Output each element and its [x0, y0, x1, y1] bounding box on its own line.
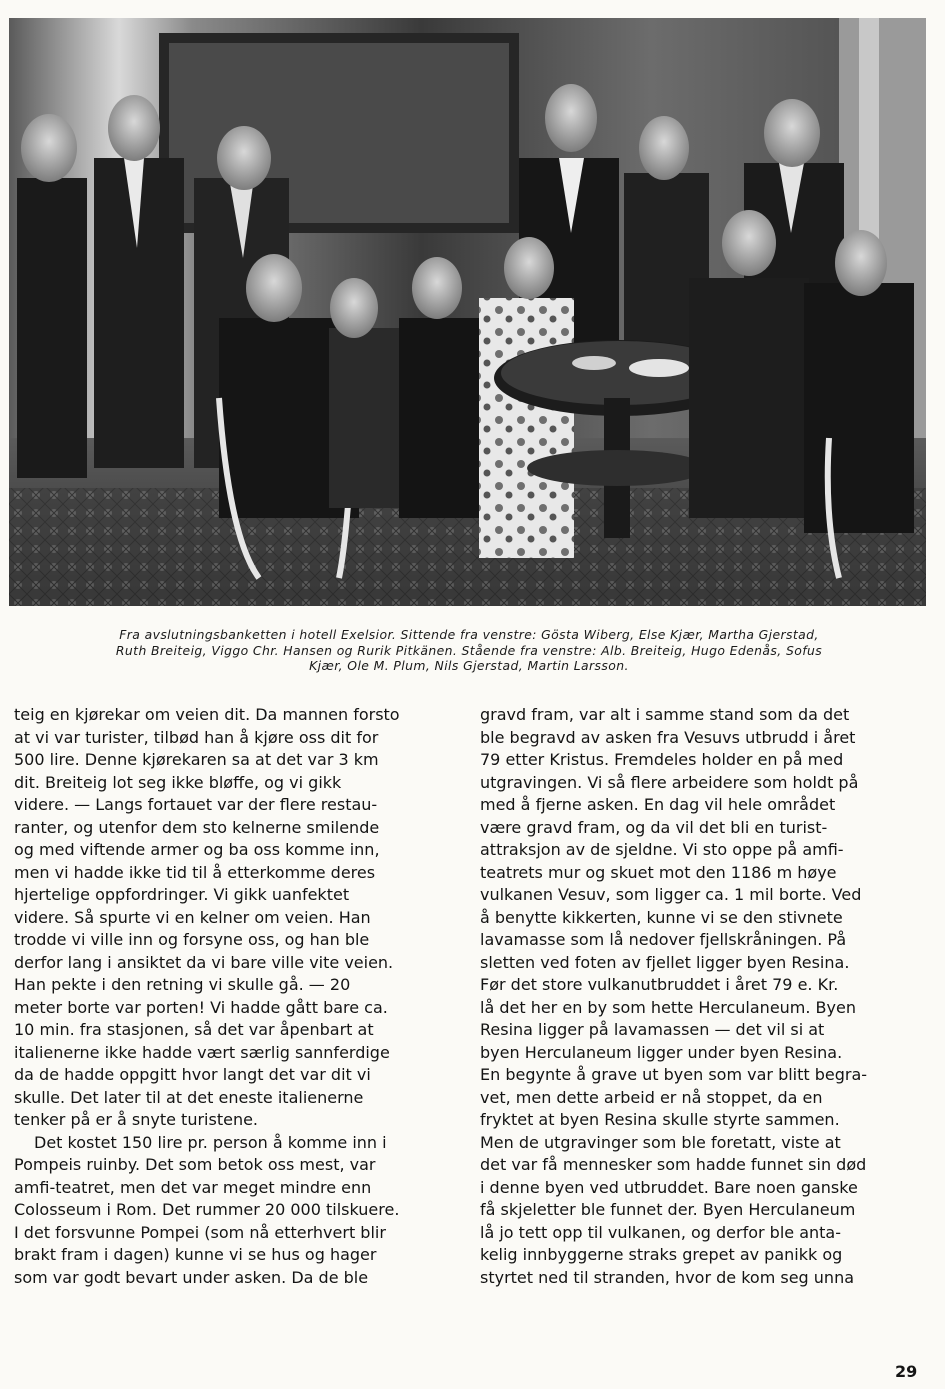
text-line: lavamasse som lå nedover fjellskråningen. På	[480, 930, 847, 949]
text-line: Resina ligger på lavamassen — det vil si at	[480, 1020, 825, 1039]
text-line: men vi hadde ikke tid til å etterkomme deres	[14, 862, 376, 882]
text-line: Pompeis ruinby. Det som betok oss mest, var	[14, 1155, 376, 1174]
text-line: videre. — Langs fortauet var der flere restau-	[14, 795, 378, 814]
text-line: Før det store vulkanutbruddet i året 79 e. Kr.	[480, 975, 839, 994]
text-line: utgravingen. Vi så flere arbeidere som holdt på	[480, 772, 859, 792]
text-line: teatrets mur og skuet mot den 1186 m høye	[480, 862, 837, 882]
text-line: styrtet ned til stranden, hvor de kom seg unna	[480, 1267, 855, 1287]
right-column	[480, 704, 919, 1289]
text-line: Han pekte i den retning vi skulle gå. — 20	[14, 975, 351, 994]
text-line: En begynte å grave ut byen som var blitt begra-	[480, 1065, 868, 1084]
text-line: teig en kjørekar om veien dit. Da mannen forsto	[14, 705, 400, 724]
caption-line: Ruth Breiteig, Viggo Chr. Hansen og Rurik Pitkänen. Stående fra venstre: Alb. Breiteig, Hugo Edenås, Sofus	[115, 642, 823, 658]
text-line: som var godt bevart under asken. Da de ble	[14, 1267, 369, 1287]
text-line: Det kostet 150 lire pr. person å komme inn i	[34, 1132, 387, 1152]
text-line: være gravd fram, og da vil det bli en turist-	[480, 817, 828, 837]
text-line: da de hadde oppgitt hvor langt det var dit vi	[14, 1065, 371, 1084]
text-line: derfor lang i ansiktet da vi bare ville vite veien.	[14, 952, 394, 972]
text-line: få skjeletter ble funnet der. Byen Herculaneum	[480, 1200, 856, 1219]
text-line: vulkanen Vesuv, som ligger ca. 1 mil borte. Ved	[480, 885, 862, 904]
text-line: i denne byen ved utbruddet. Bare noen ganske	[480, 1177, 858, 1197]
left-column	[14, 704, 458, 1289]
text-line: meter borte var porten! Vi hadde gått bare ca.	[14, 997, 388, 1017]
text-line: tenker på er å snyte turistene.	[14, 1110, 259, 1129]
text-line: brakt fram i dagen) kunne vi se hus og hager	[14, 1245, 377, 1264]
text-line: attraksjon av de sjeldne. Vi sto oppe på amfi-	[480, 840, 844, 859]
text-line: å benytte kikkerten, kunne vi se den stivnete	[480, 907, 843, 927]
text-line: med å fjerne asken. En dag vil hele området	[480, 795, 836, 814]
text-line: skulle. Det later til at det eneste italienerne	[14, 1087, 364, 1107]
text-line: vet, men dette arbeid er nå stoppet, da en	[480, 1087, 823, 1107]
text-line: italienerne ikke hadde vært særlig sannferdige	[14, 1042, 390, 1062]
text-line: 10 min. fra stasjonen, så det var åpenbart at	[14, 1020, 374, 1039]
text-line: videre. Så spurte vi en kelner om veien. Han	[14, 907, 371, 927]
text-line: I det forsvunne Pompei (som nå etterhvert blir	[14, 1222, 386, 1242]
text-line: det var få mennesker som hadde funnet sin død	[480, 1155, 867, 1174]
photo-caption	[14, 627, 924, 674]
text-line: lå det her en by som hette Herculaneum. Byen	[480, 997, 856, 1017]
text-line: 79 etter Kristus. Fremdeles holder en på med	[480, 750, 844, 769]
caption-line: Fra avslutningsbanketten i hotell Exelsior. Sittende fra venstre: Gösta Wiberg, Else Kjær, Martha Gjerstad,	[119, 627, 819, 642]
text-line: amfi-teatret, men det var meget mindre enn	[14, 1177, 372, 1197]
text-line: Colosseum i Rom. Det rummer 20 000 tilskuere.	[14, 1200, 400, 1219]
text-line: kelig innbyggerne straks grepet av panikk og	[480, 1245, 843, 1264]
text-line: sletten ved foten av fjellet ligger byen Resina.	[480, 952, 850, 972]
text-line: byen Herculaneum ligger under byen Resina.	[480, 1042, 843, 1062]
text-line: at vi var turister, tilbød han å kjøre oss dit for	[14, 727, 379, 747]
page-number: 29	[895, 1362, 918, 1381]
text-line: ranter, og utenfor dem sto kelnerne smilende	[14, 817, 380, 837]
text-line: fryktet at byen Resina skulle styrte sammen.	[480, 1110, 840, 1129]
text-line: ble begravd av asken fra Vesuvs utbrudd i året	[480, 727, 856, 747]
text-line: gravd fram, var alt i samme stand som da det	[480, 705, 850, 724]
caption-line: Kjær, Ole M. Plum, Nils Gjerstad, Martin Larsson.	[309, 658, 629, 673]
text-line: Men de utgravinger som ble foretatt, viste at	[480, 1132, 841, 1152]
group-photo	[9, 18, 926, 606]
text-line: 500 lire. Denne kjørekaren sa at det var 3 km	[14, 750, 379, 769]
text-line: og med viftende armer og ba oss komme inn,	[14, 840, 380, 859]
text-line: dit. Breiteig lot seg ikke bløffe, og vi gikk	[14, 772, 342, 792]
group-photo-icon	[9, 18, 926, 606]
text-line: lå jo tett opp til vulkanen, og derfor ble anta-	[480, 1222, 842, 1242]
text-line: trodde vi ville inn og forsyne oss, og han ble	[14, 930, 370, 949]
text-line: hjertelige oppfordringer. Vi gikk uanfektet	[14, 885, 350, 904]
